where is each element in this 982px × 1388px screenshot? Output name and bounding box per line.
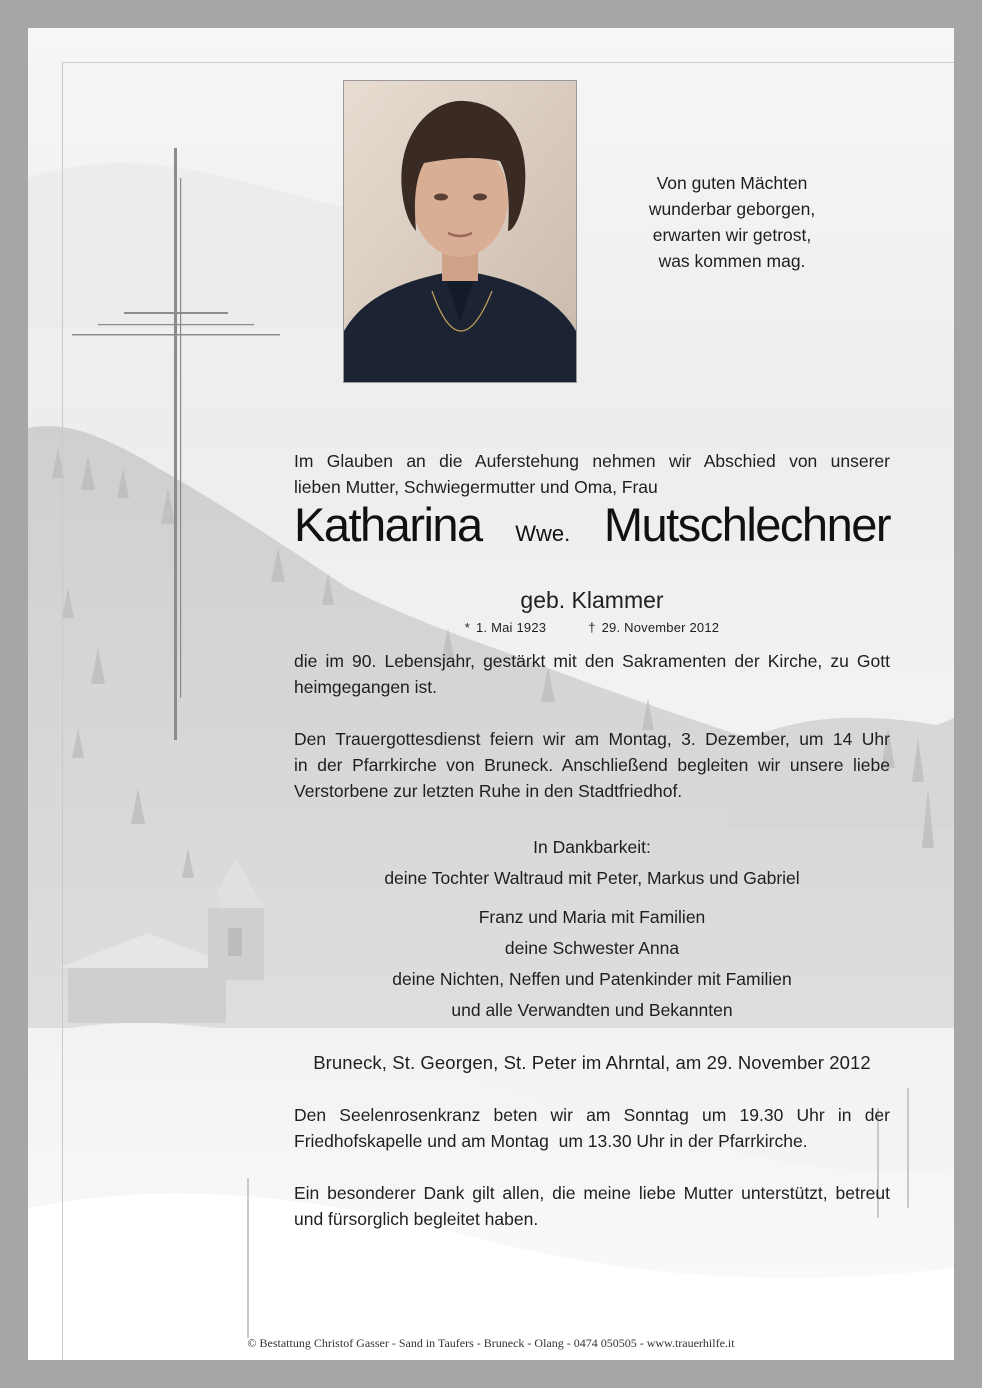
birth-date: 1. Mai 1923 [476, 620, 547, 635]
service-line: Verstorbene zur letzten Ruhe in den Stadtfriedhof. [294, 781, 683, 801]
motto-line: Von guten Mächten [656, 173, 808, 193]
mourner-line: und alle Verwandten und Bekannten [451, 1000, 733, 1020]
mourner-line: deine Schwester Anna [504, 938, 680, 958]
passing-paragraph [294, 648, 890, 700]
rosary-line: Den Seelenrosenkranz beten wir am Sonntag um 19.30 Uhr in der [294, 1105, 890, 1125]
passing-line: die im 90. Lebensjahr, gestärkt mit den Sakramenten der Kirche, zu Gott [294, 651, 890, 671]
cross-icon [72, 148, 280, 748]
service-paragraph [294, 726, 890, 804]
thanks-line: und fürsorglich begleitet haben. [294, 1209, 539, 1229]
motto-line: was kommen mag. [658, 251, 806, 271]
mourner-line: deine Tochter Waltraud mit Peter, Markus und Gabriel [384, 868, 800, 888]
death-date: 29. November 2012 [601, 620, 720, 635]
thanks-paragraph [294, 1180, 890, 1232]
footer-credit: © Bestattung Christof Gasser - Sand in Taufers - Bruneck - Olang - 0474 050505 - www.trauerhilfe.it [247, 1336, 735, 1350]
mourner-line: deine Nichten, Neffen und Patenkinder mit Familien [392, 969, 792, 989]
last-name: Mutschlechner [603, 498, 890, 551]
widow-abbrev: Wwe. [515, 521, 571, 546]
mourner-line: Franz und Maria mit Familien [478, 907, 706, 927]
life-dates [294, 618, 890, 638]
death-symbol: † [588, 620, 596, 635]
motto-line: wunderbar geborgen, [648, 199, 816, 219]
mourners-heading: In Dankbarkeit: [533, 837, 651, 857]
rosary-line: Friedhofskapelle und am Montag um 13.30 Uhr in der Pfarrkirche. [294, 1131, 808, 1151]
portrait-photo [343, 80, 577, 383]
portrait-image [344, 81, 576, 382]
service-line: in der Pfarrkirche von Bruneck. Anschließend begleiten wir unsere liebe [294, 755, 890, 775]
birth-symbol: * [464, 620, 471, 635]
motto-line: erwarten wir getrost, [652, 225, 812, 245]
thanks-line: Ein besonderer Dank gilt allen, die meine liebe Mutter unterstützt, betreut [294, 1183, 890, 1203]
rosary-paragraph [294, 1102, 890, 1154]
mourners-list [294, 832, 890, 1026]
obituary-sheet [28, 28, 954, 1360]
first-name: Katharina [294, 498, 482, 551]
obituary-text [294, 448, 890, 1232]
service-line: Den Trauergottesdienst feiern wir am Montag, 3. Dezember, um 14 Uhr [294, 729, 890, 749]
intro-line: Im Glauben an die Auferstehung nehmen wir Abschied von unserer [294, 451, 890, 471]
motto-quote [620, 170, 844, 274]
deceased-name [294, 498, 890, 572]
passing-line: heimgegangen ist. [294, 677, 438, 697]
intro-line: lieben Mutter, Schwiegermutter und Oma, Frau [294, 477, 658, 497]
maiden-name: geb. Klammer [520, 587, 664, 613]
place-date: Bruneck, St. Georgen, St. Peter im Ahrntal, am 29. November 2012 [313, 1052, 871, 1073]
